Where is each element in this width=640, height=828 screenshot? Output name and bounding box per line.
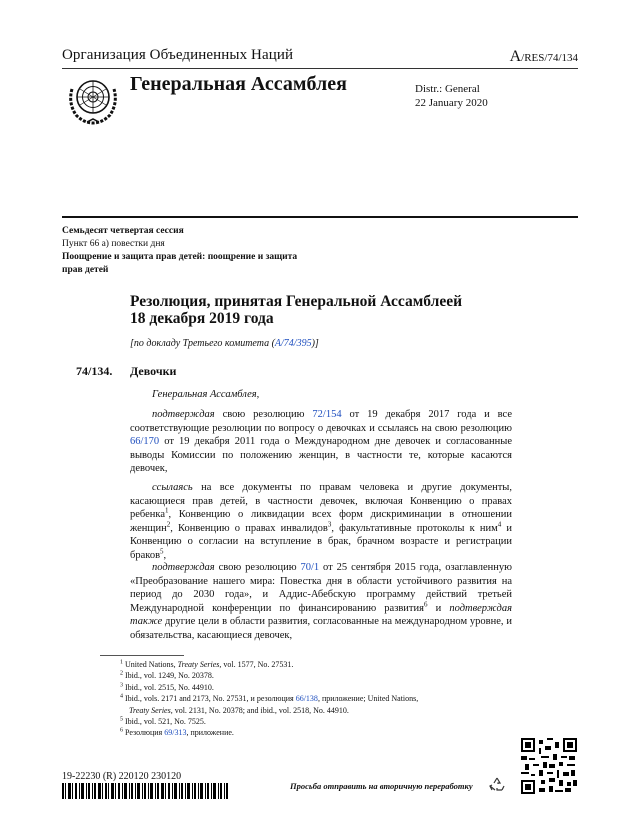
footnote: $^6$ Резолюция 69/313, приложение. bbox=[120, 727, 234, 738]
paragraph-1: подтверждая свою резолюцию 72/154 от 19 декабря 2017 года и все соответствующие резолюции по вопросу о девочках и ссылаясь на свою резолюцию 66/170 от 19 декабря 2011 года о Международном дне девочек и согласованные выводы Комиссии по положению женщин, в частности те, которые касаются девочек, bbox=[130, 409, 513, 474]
link-66-138[interactable]: 66/138 bbox=[295, 694, 318, 704]
topic-line-2: прав детей bbox=[62, 265, 109, 275]
paragraph-3: подтверждая свою резолюцию 70/1 от 25 сентября 2015 года, озаглавленную «Преобразование нашего мира: Повестка дня в области устойчивого развития на период до 2030 года», и Аддис-Абебскую программу действий третьей Международной конференции по финансированию развития$^6$ и подтверждая также другие цели в области развития, согласованные на международном уровне, и обязательства, касающиеся девочек, bbox=[130, 562, 513, 641]
p3-lead: подтверждая bbox=[152, 562, 215, 573]
session-rule bbox=[62, 216, 578, 218]
un-emblem-icon bbox=[66, 73, 120, 127]
footnote: $^1$ United Nations, Treaty Series, vol. 1577, No. 27531. bbox=[120, 659, 294, 669]
title-line-1: Резолюция, принятая Генеральной Ассамблеей bbox=[130, 293, 463, 310]
resolution-number: 74/134. bbox=[76, 364, 113, 378]
report-link[interactable]: A/74/395 bbox=[274, 338, 312, 349]
document-number: 19-22230 (R) 220120 230120 bbox=[62, 771, 182, 782]
p2-lead: ссылаясь bbox=[152, 482, 193, 493]
footnotes bbox=[120, 659, 500, 739]
date-line: 22 January 2020 bbox=[415, 97, 488, 109]
resolution-name: Девочки bbox=[130, 364, 177, 378]
link-69-313[interactable]: 69/313 bbox=[164, 728, 187, 738]
link-72-154[interactable]: 72/154 bbox=[312, 409, 342, 420]
footnote: $^4$ Ibid., vols. 2171 and 2173, No. 27531, и резолюция 66/138, приложение; United Nations, bbox=[120, 693, 419, 704]
report-prefix: [по докладу Третьего комитета ( bbox=[130, 338, 275, 349]
symbol-rest: /RES/74/134 bbox=[521, 52, 578, 64]
recycle-notice: Просьба отправить на вторичную переработку bbox=[290, 781, 473, 791]
resolution-title bbox=[130, 293, 462, 327]
symbol-prefix: A bbox=[509, 48, 522, 65]
session-name: Семьдесят четвертая сессия bbox=[62, 226, 184, 236]
qr-code-icon[interactable] bbox=[521, 738, 577, 794]
header-rule bbox=[62, 68, 578, 69]
footnote: $^3$ Ibid., vol. 2515, No. 44910. bbox=[120, 682, 214, 692]
p3-lead-2: подтверждая также bbox=[130, 602, 512, 627]
report-suffix: )] bbox=[311, 338, 319, 349]
link-70-1[interactable]: 70/1 bbox=[300, 562, 320, 573]
agenda-item: Пункт 66 a) повестки дня bbox=[62, 239, 165, 249]
assembly-line: Генеральная Ассамблея, bbox=[152, 389, 260, 400]
topic-line-1: Поощрение и защита прав детей: поощрение и защита bbox=[62, 252, 298, 262]
distr-line: Distr.: General bbox=[415, 83, 480, 95]
barcode-icon bbox=[62, 783, 228, 799]
distribution-info bbox=[415, 82, 488, 110]
paragraph-2: ссылаясь на все документы по правам человека и другие документы, касающиеся прав детей, в частности девочек, включая Конвенцию о правах ребенка$^1$, Конвенцию о ликвидации всех форм дискриминации в отношении женщин$^2$, Конвенцию о правах инвалидов$^3$, факультативные протоколы к ним$^4$ и Конвенцию о согласии на вступление в брак, брачном возрасте и регистрации браков$^5$, bbox=[130, 482, 513, 561]
title-line-2: 18 декабря 2019 года bbox=[130, 310, 274, 327]
session-info bbox=[62, 225, 352, 277]
document-symbol bbox=[510, 48, 578, 66]
footnote-rule bbox=[100, 655, 184, 656]
footnote: $^5$ Ibid., vol. 521, No. 7525. bbox=[120, 716, 206, 727]
p1-lead: подтверждая bbox=[152, 409, 215, 420]
body-title: Генеральная Ассамблея bbox=[130, 73, 347, 95]
recycle-icon bbox=[488, 776, 506, 794]
footnote: Treaty Series, vol. 2131, No. 20378; and ibid., vol. 2518, No. 44910. bbox=[129, 705, 349, 715]
organization-name: Организация Объединенных Наций bbox=[62, 47, 294, 63]
footnote: $^2$ Ibid., vol. 1249, No. 20378. bbox=[120, 670, 214, 681]
link-66-170[interactable]: 66/170 bbox=[130, 436, 160, 447]
report-reference bbox=[130, 338, 319, 349]
